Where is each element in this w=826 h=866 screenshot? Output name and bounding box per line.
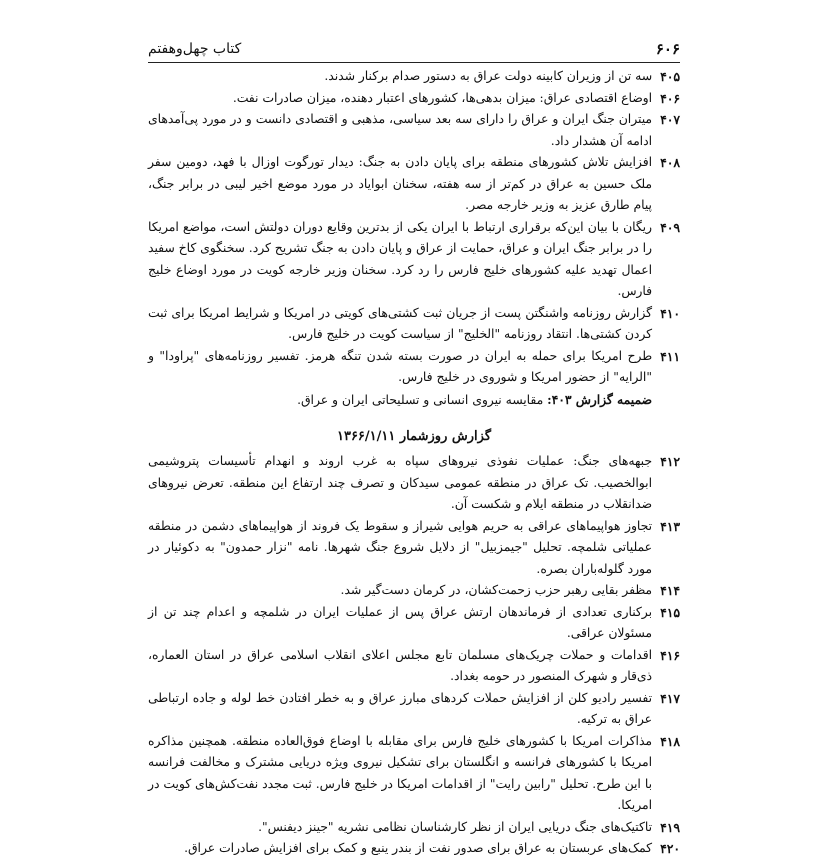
list-item [148,152,680,217]
entry-text: افزایش تلاش کشورهای منطقه برای پایان دادن به جنگ: دیدار تورگوت اوزال با فهد، دومین سفر ملک حسین به عراق در کم‌تر از سه هفته، سخنان ابوایاد در مورد موضع اخیر لیبی در برابر جنگ، پیام طارق عزیز به وزیر خارجه مصر. [148,155,652,212]
entry-number: ۴۰۶ [660,90,680,106]
entry-text: تاکتیک‌های جنگ دریایی ایران از نظر کارشناسان نظامی نشریه "جینز دیفنس". [258,819,652,834]
entry-number: ۴۱۵ [660,604,680,620]
list-item [148,303,680,346]
entry-text: تفسیر رادیو کلن از افزایش حملات کردهای مبارز عراق و به خطر افتادن خط لوله و جاده ارتباطی عراق به ترکیه. [148,690,652,726]
page-content [148,66,680,860]
list-item [148,688,680,731]
list-item [148,66,680,88]
page-header [148,40,680,64]
entry-number: ۴۱۷ [660,690,680,706]
list-item [148,580,680,602]
section-title: گزارش روزشمار ۱۳۶۶/۱/۱۱ [336,429,492,444]
entry-text: کمک‌های عربستان به عراق برای صدور نفت از بندر ینبع و کمک برای افزایش صادرات عراق. [184,841,652,855]
entry-text: اوضاع اقتصادی عراق: میزان بدهی‌ها، کشورهای اعتبار دهنده، میزان صادرات نفت. [232,90,652,105]
entry-number: ۴۱۰ [660,305,680,321]
header-rule [148,62,680,63]
entry-number: ۴۱۹ [660,819,680,835]
entry-text: اقدامات و حملات چریک‌های مسلمان تابع مجلس اعلای انقلاب اسلامی عراق در استان العماره، ذی‌قار و شهرک المنصور در حومه بغداد. [148,647,652,683]
list-item [148,217,680,303]
list-item [148,602,680,645]
entry-number: ۴۱۱ [660,348,680,364]
supplement-text: مقایسه نیروی انسانی و تسلیحاتی ایران و عراق. [297,392,548,407]
supplement-label: ضمیمه گزارش ۴۰۳: [547,391,652,407]
entry-number: ۴۱۶ [660,647,680,663]
list-item [148,838,680,860]
entry-text: برکناری تعدادی از فرماندهان ارتش عراق پس از عملیات ایران در شلمچه و اعدام چند تن از مسئولان عراقی. [148,604,652,640]
list-item [148,645,680,688]
entry-number: ۴۱۲ [660,454,680,469]
list-item [148,817,680,839]
list-item [148,109,680,152]
entry-number: ۴۱۴ [660,583,680,598]
entry-text: مظفر بقایی رهبر حزب زحمت‌کشان، در کرمان دست‌گیر شد. [340,583,652,597]
entry-number: ۴۰۵ [660,69,680,84]
entry-number: ۴۱۸ [660,733,680,749]
section-gap [148,411,680,425]
entry-number: ۴۰۸ [660,155,680,170]
page-number: ۶۰۶ [655,40,680,58]
list-item [148,88,680,110]
supplement-note [148,389,680,412]
entry-text: میتران جنگ ایران و عراق را دارای سه بعد سیاسی، مذهبی و اقتصادی دانست و در مورد پی‌آمدهای ادامه آن هشدار داد. [148,112,652,148]
entry-text: مذاکرات امریکا با کشورهای خلیج فارس برای مقابله با اوضاع فوق‌العاده منطقه. همچنین مذاکره امریکا با کشورهای فرانسه و انگلستان برای تشکیل نیروی ویژه دریایی مشترک و مخالفت فرانسه با این طرح. تحلیل "رابین رایت" از اقدامات امریکا در خلیج فارس. ثبت مجدد نفت‌کش‌های کویت در امریکا. [148,733,652,812]
entry-number: ۴۰۹ [660,219,680,235]
entry-number: ۴۱۳ [660,518,680,534]
entry-number: ۴۲۰ [660,841,680,856]
entry-text: ریگان با بیان این‌که برقراری ارتباط با ایران یکی از بدترین وقایع دوران دولتش است، مواضع امریکا را در برابر جنگ ایران و عراق، حمایت از عراق و پایان دادن به جنگ تشریح کرد. سخنگوی کاخ سفید اعمال تهدید علیه کشورهای خلیج فارس را رد کرد. سخنان وزیر خارجه کویت در مورد اوضاع خلیج فارس. [148,219,652,298]
entry-text: طرح امریکا برای حمله به ایران در صورت بسته شدن تنگه هرمز. تفسیر روزنامه‌های "پراودا" و "الرایه" از حضور امریکا و شوروی در خلیج فارس. [148,348,652,384]
entry-text: جبهه‌های جنگ: عملیات نفوذی نیروهای سپاه به غرب اروند و انهدام تأسیسات پتروشیمی ابوالخصیب. تک عراق در منطقه عمومی سیدکان و تصرف چند ارتفاع این منطقه. تعرض نیروهای ضدانقلاب در منطقه ایلام و شکست آن. [148,454,652,511]
entry-text: تجاوز هواپیماهای عراقی به حریم هوایی شیراز و سقوط یک فروند از هواپیماهای دشمن در منطقه عملیاتی شلمچه. تحلیل "جیمزبیل" از دلایل شروع جنگ شهرها. نامه "نزار حمدون" به دکوئیار در مورد گلوله‌باران بصره. [148,518,652,576]
entry-text: گزارش روزنامه واشنگتن پست از جریان ثبت کشتی‌های کویتی در امریکا و شرایط امریکا برای ثبت کردن کشتی‌ها. انتقاد روزنامه "الخلیج" از سیاست کویت در خلیج فارس. [148,305,652,341]
list-item [148,516,680,581]
list-item [148,346,680,389]
list-item [148,731,680,817]
list-item [148,451,680,516]
entry-text: سه تن از وزیران کابینه دولت عراق به دستور صدام برکنار شدند. [324,69,652,83]
running-title: کتاب چهل‌وهفتم [148,41,242,57]
entry-number: ۴۰۷ [660,112,680,127]
